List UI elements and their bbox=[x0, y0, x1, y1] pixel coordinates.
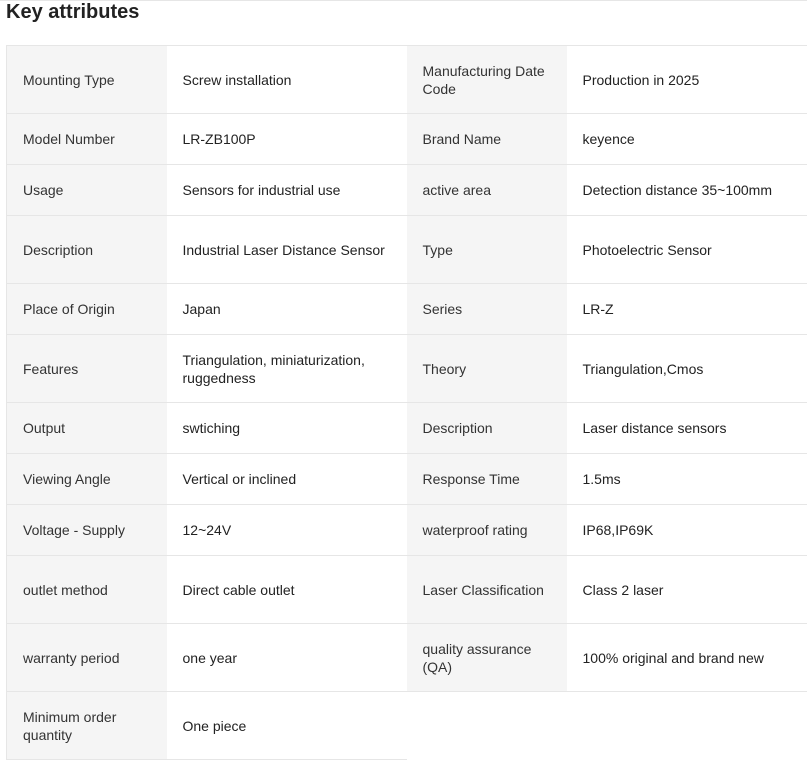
attribute-label: Usage bbox=[7, 165, 167, 216]
table-row bbox=[7, 46, 807, 114]
attribute-value: Triangulation,Cmos bbox=[567, 335, 807, 403]
table-row bbox=[7, 114, 807, 165]
attribute-value: Japan bbox=[167, 284, 407, 335]
attribute-label: active area bbox=[407, 165, 567, 216]
attribute-value: LR-ZB100P bbox=[167, 114, 407, 165]
table-row bbox=[7, 692, 807, 760]
table-row bbox=[7, 216, 807, 284]
table-row bbox=[7, 624, 807, 692]
attribute-label: outlet method bbox=[7, 556, 167, 624]
attribute-label: Mounting Type bbox=[7, 46, 167, 114]
attribute-label: Brand Name bbox=[407, 114, 567, 165]
attribute-label: Viewing Angle bbox=[7, 454, 167, 505]
table-row bbox=[7, 335, 807, 403]
empty-cell bbox=[567, 692, 807, 760]
attribute-label: Type bbox=[407, 216, 567, 284]
attribute-label: Place of Origin bbox=[7, 284, 167, 335]
attribute-value: IP68,IP69K bbox=[567, 505, 807, 556]
table-row bbox=[7, 556, 807, 624]
attribute-label: waterproof rating bbox=[407, 505, 567, 556]
attribute-label: Model Number bbox=[7, 114, 167, 165]
table-row bbox=[7, 284, 807, 335]
attribute-label: Output bbox=[7, 403, 167, 454]
attribute-value: Industrial Laser Distance Sensor bbox=[167, 216, 407, 284]
attribute-label: Theory bbox=[407, 335, 567, 403]
attribute-label: Features bbox=[7, 335, 167, 403]
attribute-label: Minimum order quantity bbox=[7, 692, 167, 760]
attribute-value: one year bbox=[167, 624, 407, 692]
attribute-value: Direct cable outlet bbox=[167, 556, 407, 624]
attribute-label: Manufacturing Date Code bbox=[407, 46, 567, 114]
attribute-value: Screw installation bbox=[167, 46, 407, 114]
attribute-label: Response Time bbox=[407, 454, 567, 505]
table-row bbox=[7, 165, 807, 216]
attribute-value: 100% original and brand new bbox=[567, 624, 807, 692]
attribute-label: Description bbox=[407, 403, 567, 454]
table-row bbox=[7, 505, 807, 556]
attribute-label: quality assurance (QA) bbox=[407, 624, 567, 692]
attribute-value: One piece bbox=[167, 692, 407, 760]
attribute-label: Laser Classification bbox=[407, 556, 567, 624]
table-row bbox=[7, 454, 807, 505]
attribute-value: Class 2 laser bbox=[567, 556, 807, 624]
attribute-value: LR-Z bbox=[567, 284, 807, 335]
attribute-value: Photoelectric Sensor bbox=[567, 216, 807, 284]
attribute-value: Vertical or inclined bbox=[167, 454, 407, 505]
attribute-label: Voltage - Supply bbox=[7, 505, 167, 556]
section-title: Key attributes bbox=[6, 1, 140, 23]
attributes-table bbox=[6, 45, 807, 760]
attribute-value: swtiching bbox=[167, 403, 407, 454]
attribute-value: 12~24V bbox=[167, 505, 407, 556]
attribute-value: 1.5ms bbox=[567, 454, 807, 505]
attribute-value: Laser distance sensors bbox=[567, 403, 807, 454]
attribute-value: Detection distance 35~100mm bbox=[567, 165, 807, 216]
empty-cell bbox=[407, 692, 567, 760]
attribute-value: Sensors for industrial use bbox=[167, 165, 407, 216]
table-row bbox=[7, 403, 807, 454]
attribute-value: Production in 2025 bbox=[567, 46, 807, 114]
attribute-label: Description bbox=[7, 216, 167, 284]
attribute-label: Series bbox=[407, 284, 567, 335]
attribute-value: keyence bbox=[567, 114, 807, 165]
attribute-label: warranty period bbox=[7, 624, 167, 692]
attribute-value: Triangulation, miniaturization, ruggedness bbox=[167, 335, 407, 403]
